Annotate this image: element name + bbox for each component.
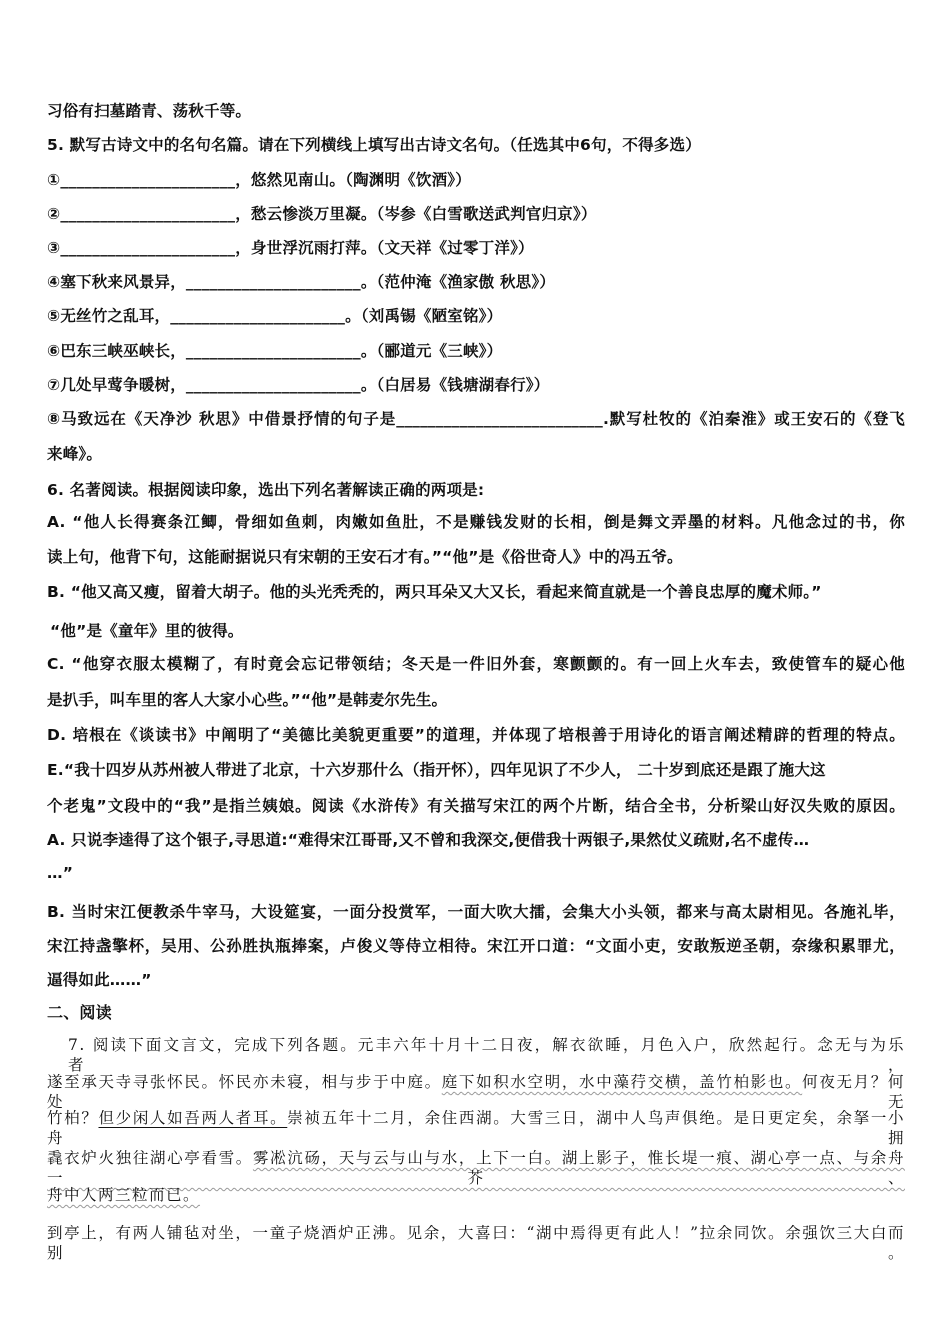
passage-line [47, 1108, 905, 1148]
passage-underlined-sentence: 雾凇沆砀，天与云与山与水，上下一白。湖上影子，惟长堤一痕、湖心亭一点、与余舟一芥、 [47, 1149, 905, 1187]
excerpt-a: A. 只说李逵得了这个银子,寻思道:“难得宋江哥哥,又不曾和我深交,便借我十两银子,果然仗义疏财,名不虚传… [47, 831, 810, 849]
excerpt-b-end: 逼得如此……” [47, 971, 152, 989]
question-5-item-8-cont: 来峰》。 [47, 445, 103, 463]
passage-text: 崇祯五年十二月，余住西湖。大雪三日，湖中人鸟声俱绝。是日更定矣，余拏一小舟拥 [47, 1109, 905, 1147]
passage-line [47, 1072, 905, 1112]
option-c: C. “他穿衣服太模糊了，有时竟会忘记带领结；冬天是一件旧外套，寒颤颤的。有一回上火车去，致使管车的疑心他 [47, 655, 905, 673]
option-a-cont: 读上句，他背下句，这能耐据说只有宋朝的王安石才有。”“他”是《俗世奇人》中的冯五爷。 [47, 548, 683, 566]
option-a: A. “他人长得赛条江鲫，骨细如鱼刺，肉嫩如鱼肚，不是赚钱发财的长相，倒是舞文弄墨的材料。凡他念过的书，你 [47, 513, 905, 531]
option-b-cont: “他”是《童年》里的彼得。 [50, 622, 244, 640]
passage-line: 到亭上，有两人铺毡对坐，一童子烧酒炉正沸。见余，大喜曰：“湖中焉得更有此人！”拉余同饮。余强饮三大白而别。 [47, 1224, 905, 1262]
passage-underlined-sentence: 舟中人两三粒而已。 [47, 1186, 201, 1204]
excerpt-a-cont: …” [47, 864, 74, 882]
question-5-item-4: ④塞下秋来风景异，______________________。（范仲淹《渔家傲 秋思》） [47, 273, 556, 291]
passage-text: 竹柏？ [47, 1109, 99, 1127]
question-5-item-3: ③______________________，身世浮沉雨打萍。（文天祥《过零丁洋》） [47, 239, 534, 257]
excerpt-b: B. 当时宋江便教杀牛宰马，大设筵宴，一面分投赏军，一面大吹大擂，会集大小头领，都来与高太尉相见。各施礼毕， [47, 903, 905, 921]
passage-text: 何夜无月？何处无 [47, 1073, 905, 1111]
option-d: D. 培根在《谈读书》中阐明了“美德比美貌更重要”的道理，并体现了培根善于用诗化的语言阐述精辟的哲理的特点。 [47, 726, 905, 744]
option-e-cont: 个老鬼”文段中的“我”是指兰姨娘。阅读《水浒传》有关描写宋江的两个片断，结合全书，分析梁山好汉失败的原因。 [47, 797, 905, 815]
option-e: E.“我十四岁从苏州被人带进了北京，十六岁那什么（指开怀），四年见识了不少人， 二十岁到底还是跟了施大这 [47, 761, 826, 779]
question-5-item-7: ⑦几处早莺争暖树，______________________。（白居易《钱塘湖春行》） [47, 376, 550, 394]
question-5-item-8: ⑧马致远在《天净沙 秋思》中借景抒情的句子是__________________________.默写杜牧的《泊秦淮》或王安石的《登飞 [47, 410, 905, 428]
passage-text: 遂至承天寺寻张怀民。怀民亦未寝，相与步于中庭。 [47, 1073, 442, 1091]
passage-line [47, 1185, 200, 1205]
question-7-prompt: 7. 阅读下面文言文，完成下列各题。元丰六年十月十二日夜，解衣欲睡，月色入户，欣然起行。念无与为乐者， [68, 1036, 905, 1074]
question-6-prompt: 6. 名著阅读。根据阅读印象，选出下列名著解读正确的两项是: [47, 481, 485, 499]
question-5-item-1: ①______________________，悠然见南山。（陶渊明《饮酒》） [47, 171, 471, 189]
option-b: B. “他又高又瘦，留着大胡子。他的头光秃秃的，两只耳朵又大又长，看起来简直就是一个善良忠厚的魔术师。” [47, 583, 822, 601]
passage-underlined-sentence: 但少闲人如吾两人者耳。 [98, 1109, 288, 1127]
section-heading: 二、阅读 [47, 1003, 112, 1022]
question-5-item-5: ⑤无丝竹之乱耳，______________________。（刘禹锡《陋室铭》） [47, 307, 503, 325]
passage-underlined-sentence: 庭下如积水空明，水中藻荇交横，盖竹柏影也。 [441, 1073, 803, 1091]
option-c-cont: 是扒手，叫车里的客人大家小心些。”“他”是韩麦尔先生。 [47, 691, 448, 709]
question-5-item-2: ②______________________，愁云惨淡万里凝。（岑参《白雪歌送武判官归京》） [47, 205, 597, 223]
passage-line [47, 1148, 905, 1188]
question-5-prompt: 5. 默写古诗文中的名句名篇。请在下列横线上填写出古诗文名句。（任选其中6句，不得多选） [47, 136, 701, 154]
excerpt-b-cont: 宋江持盏擎杯，吴用、公孙胜执瓶捧案，卢俊义等侍立相待。宋江开口道：“文面小吏，安敢叛逆圣朝，奈缘积累罪尤， [47, 937, 905, 955]
passage-text: 毳衣炉火独往湖心亭看雪。 [47, 1149, 253, 1167]
text-line: 习俗有扫墓踏青、荡秋千等。 [47, 102, 252, 120]
question-5-item-6: ⑥巴东三峡巫峡长，______________________。（郦道元《三峡》） [47, 342, 503, 360]
